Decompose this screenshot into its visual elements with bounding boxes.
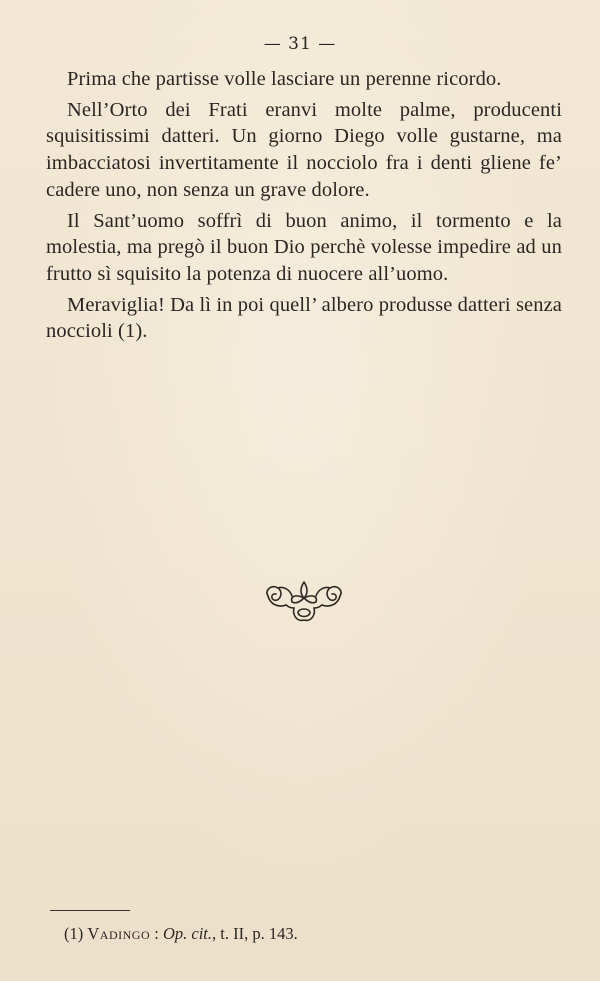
footnote-location: , t. II, p. 143.: [212, 924, 298, 943]
paragraph-1: Prima che partisse volle lasciare un perenne ricordo.: [67, 68, 502, 90]
footnote: [64, 924, 298, 944]
paragraph-2: Nell’Orto dei Frati eranvi molte palme, producenti squisitissimi datteri. Un giorno Diego volle gustarne, ma imbacciatosi invertitamente il nocciolo fra i denti gliene fe’ cadere uno, non senza un grave dolore.: [46, 98, 562, 201]
paragraph-4: Meraviglia! Da lì in poi quell’ albero produsse datteri senza noccioli (1).: [46, 293, 562, 343]
floral-ornament-icon: [262, 578, 346, 630]
footnote-rule: [50, 910, 130, 911]
footnote-marker: (1): [64, 924, 84, 943]
page-number: — 31 —: [263, 34, 337, 54]
footnote-author: Vadingo: [87, 924, 151, 943]
paragraph-3: Il Sant’uomo soffrì di buon animo, il tormento e la molestia, ma pregò il buon Dio perchè volesse impedire ad un frutto sì squisito la potenza di nuocere all’uomo.: [46, 209, 562, 285]
footnote-separator: :: [154, 924, 159, 943]
body-text: [46, 66, 562, 349]
footnote-work: Op. cit.: [162, 924, 213, 943]
